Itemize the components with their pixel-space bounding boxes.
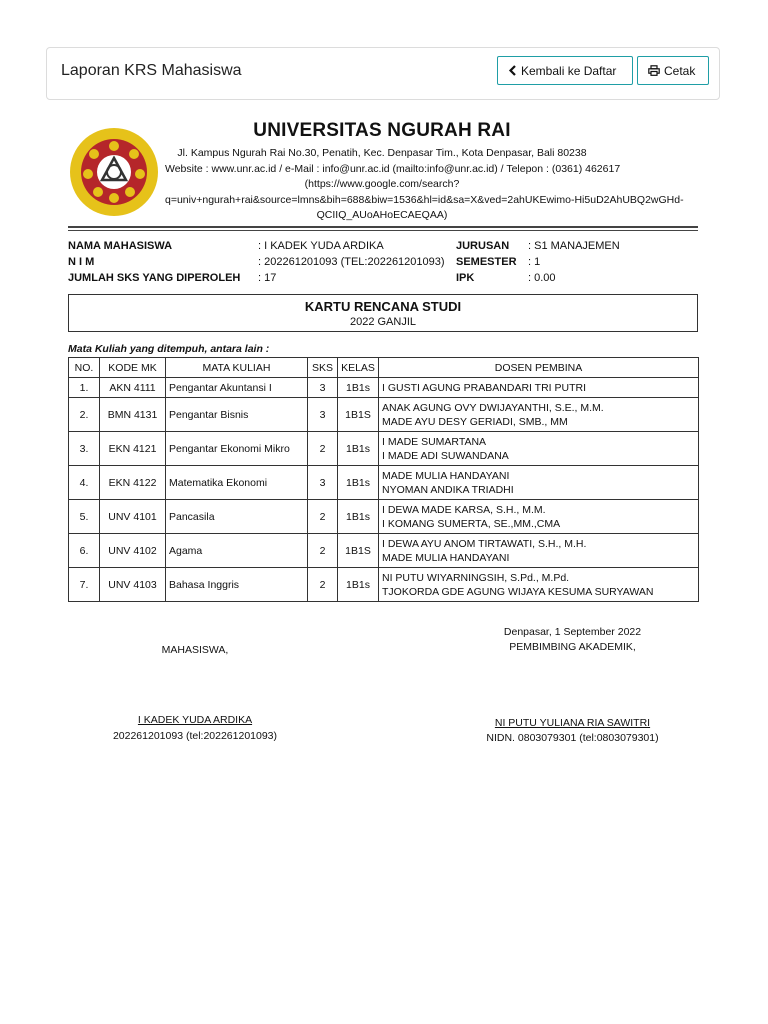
advisor-signature-name: NI PUTU YULIANA RIA SAWITRI (494, 717, 651, 729)
nim-label: N I M (68, 256, 95, 268)
ipk-label: IPK (456, 272, 475, 284)
course-lecturers (379, 500, 699, 534)
course-no: 6. (69, 534, 100, 568)
student-name-label: NAMA MAHASISWA (68, 240, 173, 252)
lecturer-name: TJOKORDA GDE AGUNG WIJAYA KESUMA SURYAWAN (382, 585, 654, 598)
course-code: EKN 4121 (100, 432, 166, 466)
column-header-kelas: KELAS (338, 358, 379, 378)
lecturer-name: ANAK AGUNG OVY DWIJAYANTHI, S.E., M.M. (382, 401, 604, 414)
address-line: q=univ+ngurah+rai&source=lmns&bih=688&biw=1536&hl=id&sa=X&ved=2ahUKEwimo-Hi5uD2AhUBQ2wGHd- (165, 193, 684, 206)
krs-title-box (68, 294, 698, 332)
course-code: UNV 4102 (100, 534, 166, 568)
semester-label: SEMESTER (456, 256, 517, 268)
lecturer-name: I MADE SUMARTANA (382, 435, 487, 448)
course-class: 1B1s (338, 466, 379, 500)
lecturer-name: I DEWA AYU ANOM TIRTAWATI, S.H., M.H. (382, 537, 587, 550)
krs-period: 2022 GANJIL (349, 316, 417, 328)
course-no: 1. (69, 378, 100, 398)
course-sks: 2 (308, 432, 338, 466)
university-address (165, 146, 684, 224)
course-lecturers (379, 378, 699, 398)
lecturer-name: NI PUTU WIYARNINGSIH, S.Pd., M.Pd. (382, 571, 570, 584)
course-code: UNV 4103 (100, 568, 166, 602)
course-class: 1B1s (338, 378, 379, 398)
table-row (69, 568, 699, 602)
course-no: 4. (69, 466, 100, 500)
advisor-signature-id: NIDN. 0803079301 (tel:0803079301) (486, 732, 659, 744)
course-table (68, 357, 699, 602)
course-no: 7. (69, 568, 100, 602)
course-code: AKN 4111 (100, 378, 166, 398)
course-class: 1B1S (338, 534, 379, 568)
table-row (69, 466, 699, 500)
semester-value: : 1 (528, 256, 541, 268)
course-no: 2. (69, 398, 100, 432)
course-lecturers (379, 398, 699, 432)
course-code: UNV 4101 (100, 500, 166, 534)
course-name: Pengantar Ekonomi Mikro (166, 432, 308, 466)
course-no: 3. (69, 432, 100, 466)
lecturer-name: I KOMANG SUMERTA, SE.,MM.,CMA (382, 517, 561, 530)
nim-value: : 202261201093 (TEL:202261201093) (258, 256, 445, 268)
course-class: 1B1s (338, 432, 379, 466)
table-row (69, 432, 699, 466)
page-title: Laporan KRS Mahasiswa (61, 62, 242, 79)
place-date: Denpasar, 1 September 2022 (503, 626, 642, 638)
course-sks: 2 (308, 534, 338, 568)
course-sks: 2 (308, 500, 338, 534)
chevron-left-icon (508, 65, 517, 76)
jurusan-label: JURUSAN (456, 240, 510, 252)
lecturer-name: MADE MULIA HANDAYANI (382, 469, 510, 482)
print-button-label: Cetak (664, 63, 696, 78)
course-sks: 3 (308, 398, 338, 432)
print-button[interactable] (637, 56, 709, 85)
course-name: Pengantar Bisnis (166, 398, 308, 432)
university-name: UNIVERSITAS NGURAH RAI (253, 120, 511, 141)
sks-total-label: JUMLAH SKS YANG DIPEROLEH (68, 272, 241, 284)
column-header-sks: SKS (308, 358, 338, 378)
ipk-value: : 0.00 (528, 272, 556, 284)
course-no: 5. (69, 500, 100, 534)
table-row (69, 378, 699, 398)
course-name: Bahasa Inggris (166, 568, 308, 602)
table-row (69, 398, 699, 432)
column-header-dosen: DOSEN PEMBINA (379, 358, 699, 378)
column-header-kode-mk: KODE MK (100, 358, 166, 378)
course-lecturers (379, 466, 699, 500)
back-to-list-button[interactable] (497, 56, 633, 85)
course-name: Matematika Ekonomi (166, 466, 308, 500)
jurusan-value: : S1 MANAJEMEN (528, 240, 620, 252)
course-sks: 2 (308, 568, 338, 602)
student-signature-name: I KADEK YUDA ARDIKA (137, 714, 253, 726)
sks-total-value: : 17 (258, 272, 277, 284)
course-sks: 3 (308, 466, 338, 500)
address-line: QCIIQ_AUoAHoECAEQAA) (316, 209, 448, 221)
krs-title: KARTU RENCANA STUDI (304, 299, 462, 314)
course-lecturers (379, 534, 699, 568)
course-name: Agama (166, 534, 308, 568)
student-name-value: : I KADEK YUDA ARDIKA (258, 240, 384, 252)
student-role: MAHASISWA, (161, 644, 229, 656)
course-sks: 3 (308, 378, 338, 398)
header-card (46, 47, 720, 100)
back-button-label: Kembali ke Daftar (521, 63, 617, 78)
student-signature-id: 202261201093 (tel:202261201093) (112, 730, 278, 742)
lecturer-name: I DEWA MADE KARSA, S.H., M.M. (382, 503, 546, 516)
lecturer-name: NYOMAN ANDIKA TRIADHI (382, 483, 514, 496)
course-lecturers (379, 568, 699, 602)
course-class: 1B1s (338, 500, 379, 534)
column-header-mata-kuliah: MATA KULIAH (166, 358, 308, 378)
lecturer-name: MADE MULIA HANDAYANI (382, 551, 510, 564)
column-header-no: NO. (69, 358, 100, 378)
university-logo (68, 126, 160, 218)
address-line: (https://www.google.com/search? (304, 178, 460, 190)
lecturer-name: MADE AYU DESY GERIADI, SMB., MM (382, 415, 568, 428)
divider (68, 226, 698, 228)
course-code: BMN 4131 (100, 398, 166, 432)
course-class: 1B1S (338, 398, 379, 432)
advisor-role: PEMBIMBING AKADEMIK, (509, 641, 636, 653)
table-row (69, 534, 699, 568)
address-line: Jl. Kampus Ngurah Rai No.30, Penatih, Kec. Denpasar Tim., Kota Denpasar, Bali 80238 (177, 147, 587, 159)
course-lecturers (379, 432, 699, 466)
course-code: EKN 4122 (100, 466, 166, 500)
divider (68, 230, 698, 231)
course-list-note: Mata Kuliah yang ditempuh, antara lain : (68, 343, 270, 355)
table-row (69, 500, 699, 534)
course-name: Pengantar Akuntansi I (166, 378, 308, 398)
table-header-row (69, 358, 699, 378)
course-name: Pancasila (166, 500, 308, 534)
lecturer-name: I GUSTI AGUNG PRABANDARI TRI PUTRI (382, 381, 587, 394)
lecturer-name: I MADE ADI SUWANDANA (382, 449, 509, 462)
course-class: 1B1s (338, 568, 379, 602)
printer-icon (648, 65, 660, 76)
address-line: Website : www.unr.ac.id / e-Mail : info@unr.ac.id (mailto:info@unr.ac.id) / Telepon : (0361) 462617 (165, 162, 621, 175)
